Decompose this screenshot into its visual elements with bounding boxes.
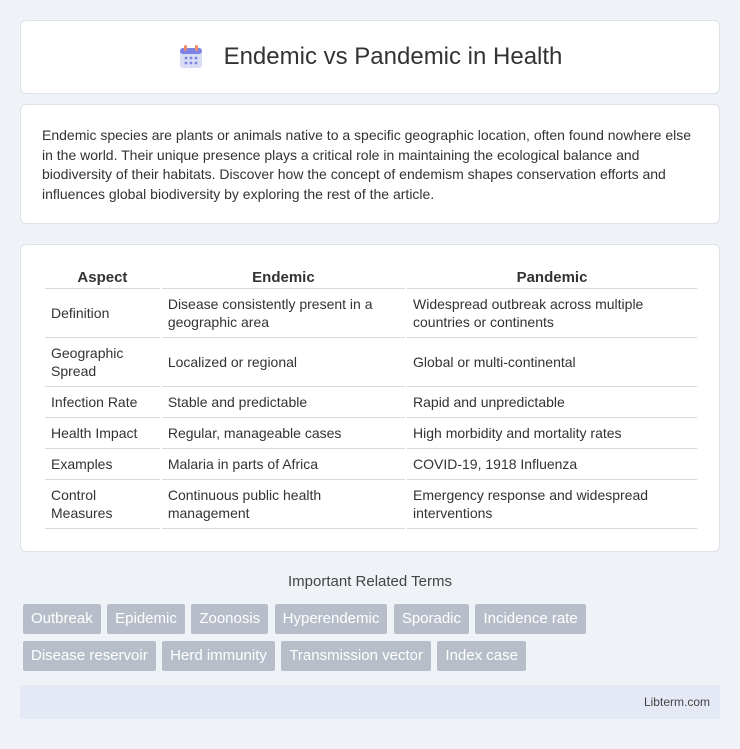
table-row	[45, 480, 697, 529]
column-header-pandemic: Pandemic	[407, 265, 697, 289]
table-cell: Localized or regional	[162, 338, 405, 387]
header-card	[20, 20, 720, 94]
footer-site-link[interactable]: Libterm.com	[643, 695, 710, 709]
page-title: Endemic vs Pandemic in Health	[223, 43, 563, 70]
calendar-icon	[178, 44, 204, 70]
table-cell: Health Impact	[45, 418, 160, 449]
table-cell: Global or multi-continental	[407, 338, 697, 387]
term-tag[interactable]: Transmission vector	[281, 641, 431, 671]
term-tag[interactable]: Disease reservoir	[23, 641, 156, 671]
table-cell: Infection Rate	[45, 387, 160, 418]
comparison-table	[43, 265, 699, 529]
intro-card	[20, 104, 720, 224]
table-row	[45, 449, 697, 480]
term-tag[interactable]: Hyperendemic	[275, 604, 388, 634]
intro-text: Endemic species are plants or animals native to a specific geographic location, often found nowhere else in the world. Their unique presence plays a critical role in maintaining the ecological balance and biodiversity of their habitats. Discover how the concept of endemism shapes conservation efforts and influences global biodiversity by exploring the rest of the article.	[42, 127, 692, 202]
term-tag[interactable]: Epidemic	[107, 604, 185, 634]
column-header-aspect: Aspect	[45, 265, 160, 289]
table-cell: Widespread outbreak across multiple countries or continents	[407, 289, 697, 338]
table-cell: Regular, manageable cases	[162, 418, 405, 449]
table-cell: Emergency response and widespread interventions	[407, 480, 697, 529]
footer	[20, 685, 720, 719]
table-cell: Rapid and unpredictable	[407, 387, 697, 418]
term-tag[interactable]: Sporadic	[394, 604, 469, 634]
table-cell: Continuous public health management	[162, 480, 405, 529]
table-row	[45, 338, 697, 387]
table-row	[45, 289, 697, 338]
term-tag[interactable]: Incidence rate	[475, 604, 585, 634]
term-tag[interactable]: Zoonosis	[191, 604, 268, 634]
table-cell: Geographic Spread	[45, 338, 160, 387]
table-cell: Stable and predictable	[162, 387, 405, 418]
table-cell: Malaria in parts of Africa	[162, 449, 405, 480]
related-terms-list	[23, 604, 723, 678]
related-terms-title: Important Related Terms	[288, 573, 452, 590]
column-header-endemic: Endemic	[162, 265, 405, 289]
table-cell: Definition	[45, 289, 160, 338]
term-tag[interactable]: Outbreak	[23, 604, 101, 634]
table-row	[45, 418, 697, 449]
table-cell: Examples	[45, 449, 160, 480]
term-tag[interactable]: Herd immunity	[162, 641, 275, 671]
table-cell: Disease consistently present in a geographic area	[162, 289, 405, 338]
table-cell: COVID-19, 1918 Influenza	[407, 449, 697, 480]
table-header-row	[45, 265, 697, 289]
term-tag[interactable]: Index case	[437, 641, 526, 671]
table-row	[45, 387, 697, 418]
table-cell: High morbidity and mortality rates	[407, 418, 697, 449]
comparison-table-card	[20, 244, 720, 552]
table-cell: Control Measures	[45, 480, 160, 529]
